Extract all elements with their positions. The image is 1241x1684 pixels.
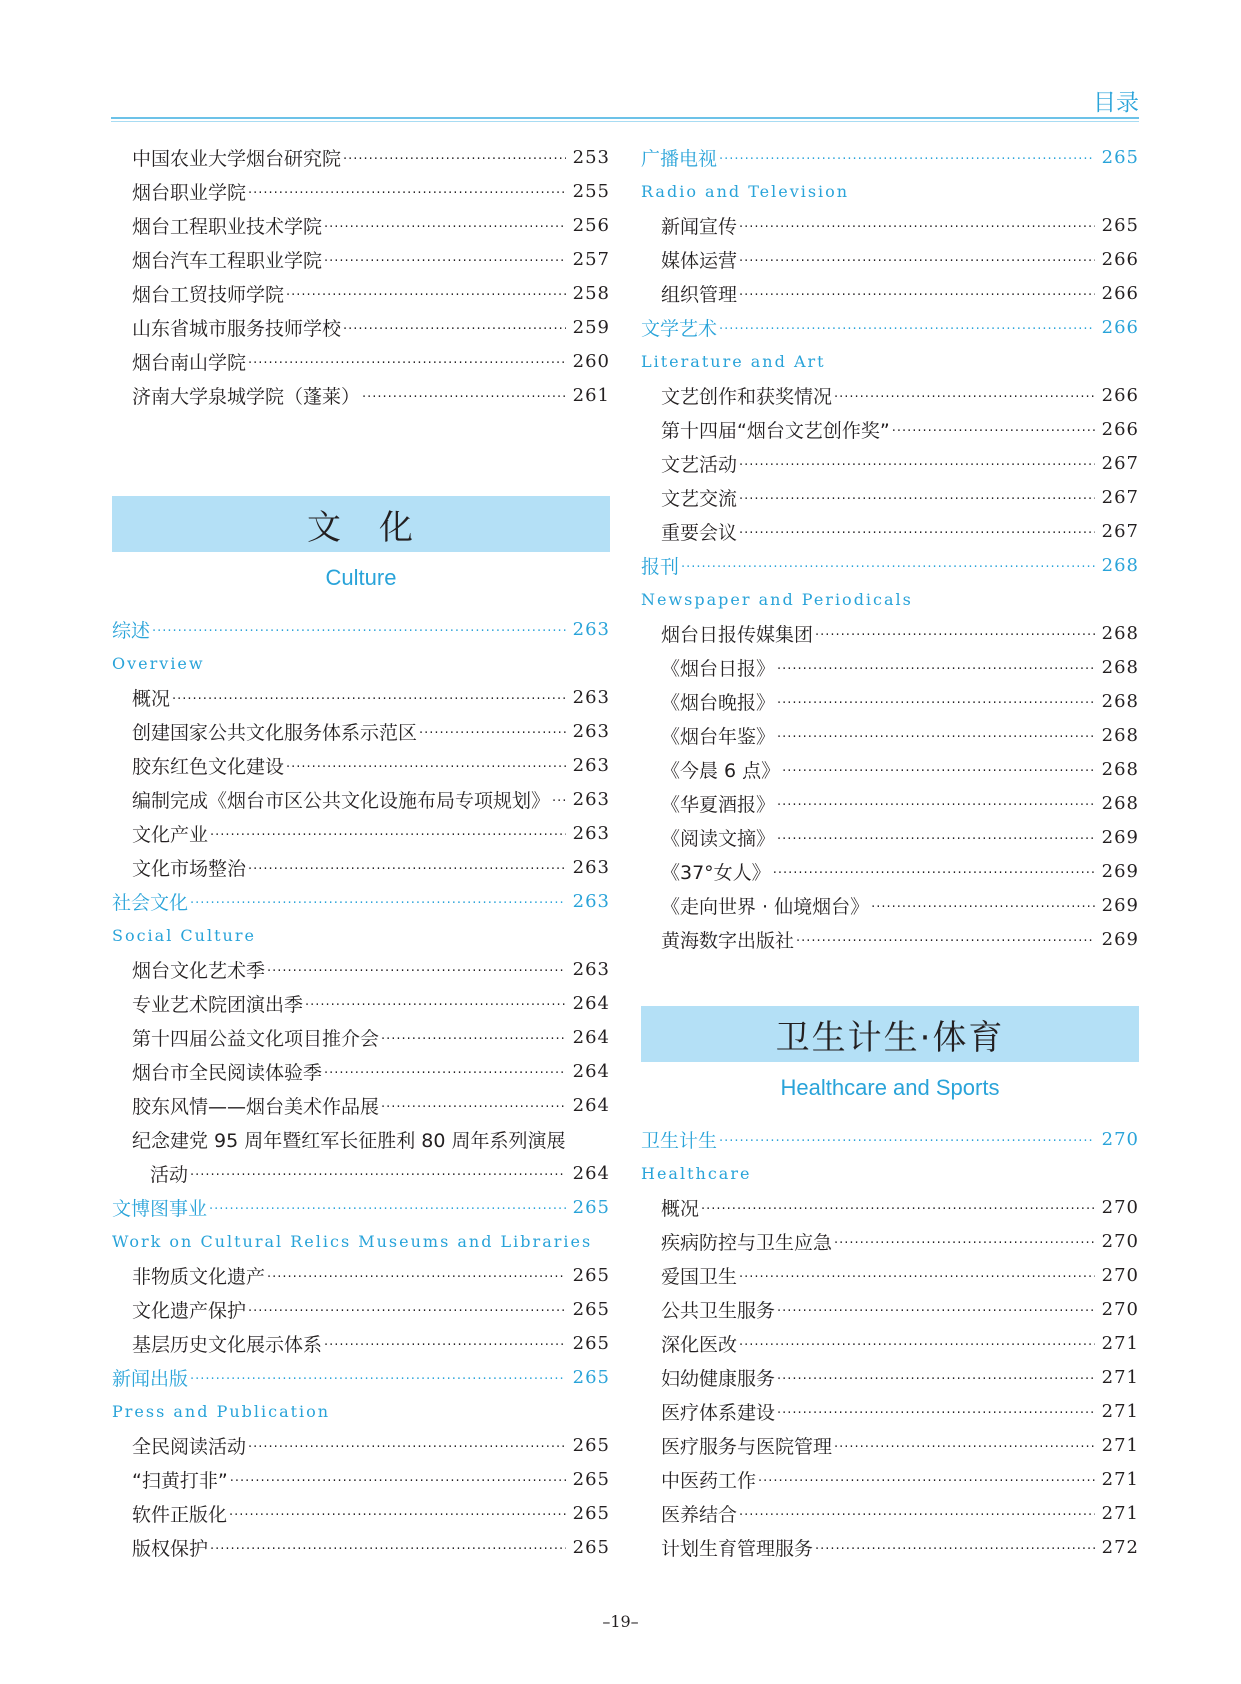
entry-title: 胶东风情——烟台美术作品展 [132, 1095, 380, 1118]
health-banner-en: Healthcare and Sports [780, 1075, 1000, 1100]
entry-title: 《今晨 6 点》 [661, 759, 781, 782]
category-heading[interactable] [641, 548, 1139, 582]
entry-page: 270 [1101, 1298, 1139, 1320]
entry-title: 新闻宣传 [661, 215, 738, 238]
category-heading[interactable] [112, 612, 610, 646]
leader-dots [739, 1508, 1095, 1523]
toc-entry[interactable] [112, 1088, 610, 1122]
toc-entry[interactable] [112, 680, 610, 714]
entry-title: 媒体运营 [661, 249, 738, 272]
entry-page: 271 [1101, 1502, 1139, 1524]
entry-title: 医养结合 [661, 1503, 738, 1526]
entry-page: 264 [572, 1094, 610, 1116]
leader-dots [777, 696, 1095, 711]
section-healthcare [641, 1122, 1139, 1564]
toc-entry[interactable] [641, 752, 1139, 786]
entry-page: 258 [572, 282, 610, 304]
entry-title: 中国农业大学烟台研究院 [132, 147, 342, 170]
entry-page: 269 [1101, 860, 1139, 882]
leader-dots [773, 866, 1095, 881]
section-radio-tv [641, 140, 1139, 310]
category-english: Newspaper and Periodicals [641, 589, 913, 609]
category-english: Healthcare [641, 1163, 752, 1183]
entry-page: 271 [1101, 1366, 1139, 1388]
entry-page: 263 [572, 822, 610, 844]
leader-dots [782, 764, 1095, 779]
leader-dots [190, 896, 566, 911]
toc-entry[interactable] [641, 208, 1139, 242]
health-banner: 卫生计生·体育 [641, 1006, 1139, 1062]
entry-title: 烟台工程职业技术学院 [132, 215, 323, 238]
entry-page: 265 [572, 1434, 610, 1456]
entry-page: 271 [1101, 1434, 1139, 1456]
leader-dots [209, 1202, 566, 1217]
leader-dots [190, 1372, 566, 1387]
toc-entry[interactable] [112, 1020, 610, 1054]
page-number: –19– [602, 1612, 639, 1631]
entry-title-line1: 纪念建党 95 周年暨红军长征胜利 80 周年系列演展 [132, 1129, 566, 1152]
toc-entry[interactable] [641, 1224, 1139, 1258]
leader-dots [739, 220, 1095, 235]
entry-title: 综述 [112, 619, 151, 642]
toc-entry[interactable] [641, 514, 1139, 548]
entry-title: 《烟台日报》 [661, 657, 776, 680]
leader-dots [343, 322, 566, 337]
entry-title: 社会文化 [112, 891, 189, 914]
section-newspaper [641, 548, 1139, 956]
entry-page: 265 [1101, 146, 1139, 168]
entry-title: 文艺活动 [661, 453, 738, 476]
entry-page: 269 [1101, 928, 1139, 950]
toc-entry[interactable] [641, 446, 1139, 480]
entry-page: 272 [1101, 1536, 1139, 1558]
entry-title: 文艺创作和获奖情况 [661, 385, 833, 408]
entry-title: 《37°女人》 [661, 861, 771, 884]
spacer [112, 604, 610, 612]
category-heading[interactable] [112, 1190, 610, 1224]
entry-page: 263 [572, 890, 610, 912]
entry-page: 268 [1101, 724, 1139, 746]
entry-title: 烟台汽车工程职业学院 [132, 249, 323, 272]
leader-dots [267, 1270, 566, 1285]
leader-dots [815, 628, 1095, 643]
leader-dots [739, 254, 1095, 269]
entry-page: 263 [572, 686, 610, 708]
category-heading[interactable] [641, 1122, 1139, 1156]
leader-dots [719, 322, 1095, 337]
leader-dots [419, 726, 566, 741]
entry-page: 260 [572, 350, 610, 372]
leader-dots [210, 828, 566, 843]
leader-dots [248, 186, 566, 201]
entry-page: 265 [572, 1366, 610, 1388]
entry-page: 264 [572, 1162, 610, 1184]
entry-title: 软件正版化 [132, 1503, 228, 1526]
entry-page: 263 [572, 788, 610, 810]
toc-entry[interactable] [112, 242, 610, 276]
entry-page: 269 [1101, 894, 1139, 916]
left-top-entries [112, 140, 610, 412]
right-column [641, 140, 1139, 1564]
leader-dots [777, 1304, 1095, 1319]
entry-title: 组织管理 [661, 283, 738, 306]
toc-entry[interactable] [641, 480, 1139, 514]
entry-page: 256 [572, 214, 610, 236]
leader-dots [739, 458, 1095, 473]
entry-title: 广播电视 [641, 147, 718, 170]
leader-dots [871, 900, 1095, 915]
entry-title: 《走向世界 · 仙境烟台》 [661, 895, 870, 918]
leader-dots [172, 692, 566, 707]
entry-page: 266 [1101, 418, 1139, 440]
leader-dots [739, 492, 1095, 507]
entry-title: 新闻出版 [112, 1367, 189, 1390]
entry-title-line2: 活动 [150, 1163, 189, 1186]
toc-entry[interactable] [641, 922, 1139, 956]
leader-dots [248, 356, 566, 371]
leader-dots [892, 424, 1095, 439]
spacer [641, 1114, 1139, 1122]
toc-entry[interactable] [641, 1326, 1139, 1360]
entry-page: 271 [1101, 1332, 1139, 1354]
leader-dots [324, 254, 566, 269]
leader-dots [210, 1542, 566, 1557]
leader-dots [719, 1134, 1095, 1149]
entry-title: 基层历史文化展示体系 [132, 1333, 323, 1356]
entry-title: 《烟台晚报》 [661, 691, 776, 714]
entry-title: 全民阅读活动 [132, 1435, 247, 1458]
toc-entry[interactable] [641, 888, 1139, 922]
entry-page: 267 [1101, 486, 1139, 508]
entry-page: 264 [572, 992, 610, 1014]
entry-page: 265 [572, 1264, 610, 1286]
entry-page: 266 [1101, 384, 1139, 406]
toc-entry[interactable] [112, 310, 610, 344]
entry-title: 《阅读文摘》 [661, 827, 776, 850]
entry-page: 265 [572, 1332, 610, 1354]
toc-entry[interactable] [641, 616, 1139, 650]
entry-title: 山东省城市服务技师学校 [132, 317, 342, 340]
toc-entry[interactable] [112, 378, 610, 412]
leader-dots [381, 1032, 566, 1047]
entry-page: 263 [572, 754, 610, 776]
entry-page: 266 [1101, 316, 1139, 338]
entry-title: 中医药工作 [661, 1469, 757, 1492]
entry-title: 《华夏酒报》 [661, 793, 776, 816]
entry-page: 265 [572, 1196, 610, 1218]
toc-entry[interactable] [641, 1258, 1139, 1292]
entry-page: 271 [1101, 1468, 1139, 1490]
leader-dots [777, 662, 1095, 677]
entry-title: 文化遗产保护 [132, 1299, 247, 1322]
toc-entry[interactable] [641, 378, 1139, 412]
toc-entry[interactable] [641, 1428, 1139, 1462]
entry-page: 263 [572, 958, 610, 980]
leader-dots [739, 1270, 1095, 1285]
entry-title: 烟台职业学院 [132, 181, 247, 204]
entry-title: 版权保护 [132, 1537, 209, 1560]
entry-page: 266 [1101, 248, 1139, 270]
entry-title: 文化市场整治 [132, 857, 247, 880]
entry-title: 烟台南山学院 [132, 351, 247, 374]
leader-dots [286, 288, 566, 303]
entry-title: 胶东红色文化建设 [132, 755, 285, 778]
entry-title: 文博图事业 [112, 1197, 208, 1220]
leader-dots [343, 152, 566, 167]
entry-page: 263 [572, 720, 610, 742]
entry-page: 265 [572, 1536, 610, 1558]
entry-title: 济南大学泉城学院（蓬莱） [132, 385, 361, 408]
entry-page: 268 [1101, 792, 1139, 814]
leader-dots [305, 998, 566, 1013]
entry-title: 医疗服务与医院管理 [661, 1435, 833, 1458]
entry-title: 烟台日报传媒集团 [661, 623, 814, 646]
entry-title: 编制完成《烟台市区公共文化设施布局专项规划》 [132, 789, 551, 812]
leader-dots [324, 1066, 566, 1081]
leader-dots [777, 1372, 1095, 1387]
toc-entry[interactable] [112, 276, 610, 310]
leader-dots [834, 1236, 1095, 1251]
toc-entry[interactable] [112, 208, 610, 242]
toc-entry[interactable] [641, 1360, 1139, 1394]
entry-title: 妇幼健康服务 [661, 1367, 776, 1390]
category-english: Press and Publication [112, 1401, 331, 1421]
leader-dots [777, 730, 1095, 745]
entry-page: 271 [1101, 1400, 1139, 1422]
entry-page: 270 [1101, 1128, 1139, 1150]
entry-page: 257 [572, 248, 610, 270]
entry-line2 [112, 1156, 610, 1190]
entry-page: 255 [572, 180, 610, 202]
leader-dots [229, 1508, 566, 1523]
entry-page: 268 [1101, 622, 1139, 644]
toc-entry[interactable] [112, 1292, 610, 1326]
entry-title: 第十四届“烟台文艺创作奖” [661, 419, 890, 442]
toc-entry[interactable] [112, 1462, 610, 1496]
entry-title: 文化产业 [132, 823, 209, 846]
toc-entry[interactable] [112, 714, 610, 748]
entry-page: 261 [572, 384, 610, 406]
toc-entry[interactable] [641, 1190, 1139, 1224]
entry-title: 烟台文化艺术季 [132, 959, 266, 982]
toc-entry[interactable] [641, 820, 1139, 854]
toc-entry[interactable] [641, 1496, 1139, 1530]
leader-dots [796, 934, 1095, 949]
leader-dots [248, 1304, 566, 1319]
left-column [112, 140, 610, 1564]
entry-page: 270 [1101, 1196, 1139, 1218]
toc-entry[interactable] [112, 174, 610, 208]
leader-dots [701, 1202, 1095, 1217]
toc-entry[interactable] [112, 1530, 610, 1564]
spacer [112, 412, 610, 496]
entry-title: 创建国家公共文化服务体系示范区 [132, 721, 418, 744]
leader-dots [739, 526, 1095, 541]
entry-page: 267 [1101, 452, 1139, 474]
toc-entry[interactable] [641, 1530, 1139, 1564]
toc-entry[interactable] [641, 650, 1139, 684]
entry-title: 《烟台年鉴》 [661, 725, 776, 748]
toc-entry[interactable] [112, 140, 610, 174]
leader-dots [381, 1100, 566, 1115]
entry-page: 270 [1101, 1230, 1139, 1252]
entry-page: 268 [1101, 758, 1139, 780]
leader-dots [834, 390, 1095, 405]
toc-entry[interactable] [112, 1326, 610, 1360]
toc-entry[interactable] [641, 1292, 1139, 1326]
leader-dots [190, 1168, 566, 1183]
leader-dots [324, 1338, 566, 1353]
toc-entry[interactable] [112, 816, 610, 850]
leader-dots [552, 794, 566, 809]
toc-entry[interactable] [641, 786, 1139, 820]
entry-title: 卫生计生 [641, 1129, 718, 1152]
entry-title: 第十四届公益文化项目推介会 [132, 1027, 380, 1050]
leader-dots [230, 1474, 566, 1489]
toc-entry[interactable] [641, 1462, 1139, 1496]
toc-entry[interactable] [641, 412, 1139, 446]
culture-banner: 文 化 [112, 496, 610, 552]
culture-banner-en: Culture [325, 565, 397, 590]
header-rule-thin [111, 121, 1139, 122]
toc-entry[interactable] [112, 748, 610, 782]
entry-title: 概况 [132, 687, 171, 710]
entry-page: 263 [572, 856, 610, 878]
toc-entry[interactable] [641, 854, 1139, 888]
entry-title: 概况 [661, 1197, 700, 1220]
leader-dots [286, 760, 566, 775]
entry-title: 文艺交流 [661, 487, 738, 510]
leader-dots [324, 220, 566, 235]
category-english: Literature and Art [641, 351, 826, 371]
multi-line-entry[interactable] [112, 1122, 610, 1190]
toc-entry[interactable] [112, 1054, 610, 1088]
header-title: 目录 [1093, 90, 1139, 116]
toc-entry[interactable] [112, 986, 610, 1020]
category-english: Work on Cultural Relics Museums and Libraries [112, 1231, 593, 1251]
header-rule [111, 117, 1139, 119]
category-heading[interactable] [112, 884, 610, 918]
section-overview [112, 612, 610, 884]
entry-page: 259 [572, 316, 610, 338]
entry-page: 265 [572, 1468, 610, 1490]
leader-dots [815, 1542, 1095, 1557]
leader-dots [777, 832, 1095, 847]
entry-title: 医疗体系建设 [661, 1401, 776, 1424]
section-press [112, 1360, 610, 1564]
leader-dots [719, 152, 1095, 167]
entry-title: 专业艺术院团演出季 [132, 993, 304, 1016]
leader-dots [739, 1338, 1095, 1353]
leader-dots [739, 288, 1095, 303]
toc-entry[interactable] [641, 684, 1139, 718]
entry-title: 非物质文化遗产 [132, 1265, 266, 1288]
toc-entry[interactable] [112, 952, 610, 986]
toc-entry[interactable] [641, 276, 1139, 310]
entry-title: 公共卫生服务 [661, 1299, 776, 1322]
entry-title: 文学艺术 [641, 317, 718, 340]
entry-page: 266 [1101, 282, 1139, 304]
entry-page: 265 [572, 1502, 610, 1524]
leader-dots [777, 798, 1095, 813]
toc-entry[interactable] [641, 1394, 1139, 1428]
entry-title: 深化医改 [661, 1333, 738, 1356]
entry-title: 烟台工贸技师学院 [132, 283, 285, 306]
leader-dots [248, 862, 566, 877]
category-english: Radio and Television [641, 181, 850, 201]
category-heading[interactable] [641, 310, 1139, 344]
entry-page: 268 [1101, 656, 1139, 678]
toc-entry[interactable] [112, 344, 610, 378]
entry-page: 267 [1101, 520, 1139, 542]
entry-title: 疾病防控与卫生应急 [661, 1231, 833, 1254]
category-heading[interactable] [641, 140, 1139, 174]
leader-dots [267, 964, 566, 979]
category-english: Overview [112, 653, 205, 673]
entry-page: 263 [572, 618, 610, 640]
toc-entry[interactable] [641, 718, 1139, 752]
category-heading[interactable] [112, 1360, 610, 1394]
toc-entry[interactable] [112, 850, 610, 884]
entry-page: 268 [1101, 690, 1139, 712]
entry-title: 烟台市全民阅读体验季 [132, 1061, 323, 1084]
entry-page: 264 [572, 1026, 610, 1048]
entry-title: 爱国卫生 [661, 1265, 738, 1288]
entry-title: 计划生育管理服务 [661, 1537, 814, 1560]
leader-dots [362, 390, 566, 405]
entry-page: 253 [572, 146, 610, 168]
leader-dots [152, 624, 566, 639]
entry-page: 268 [1101, 554, 1139, 576]
entry-title: 报刊 [641, 555, 680, 578]
toc-entry[interactable] [112, 1428, 610, 1462]
entry-page: 265 [572, 1298, 610, 1320]
entry-page: 265 [1101, 214, 1139, 236]
leader-dots [758, 1474, 1095, 1489]
toc-entry[interactable] [112, 1258, 610, 1292]
leader-dots [248, 1440, 566, 1455]
entry-title: “扫黄打非” [132, 1469, 228, 1492]
leader-dots [777, 1406, 1095, 1421]
section-social-culture [112, 884, 610, 1122]
entry-title: 黄海数字出版社 [661, 929, 795, 952]
entry-title: 重要会议 [661, 521, 738, 544]
leader-dots [834, 1440, 1095, 1455]
entry-page: 270 [1101, 1264, 1139, 1286]
entry-page: 264 [572, 1060, 610, 1082]
category-english: Social Culture [112, 925, 256, 945]
toc-entry[interactable] [641, 242, 1139, 276]
toc-entry[interactable] [112, 1496, 610, 1530]
spacer [641, 956, 1139, 1006]
toc-entry[interactable] [112, 782, 610, 816]
entry-page: 269 [1101, 826, 1139, 848]
section-literature [641, 310, 1139, 548]
section-museum [112, 1190, 610, 1360]
leader-dots [681, 560, 1095, 575]
